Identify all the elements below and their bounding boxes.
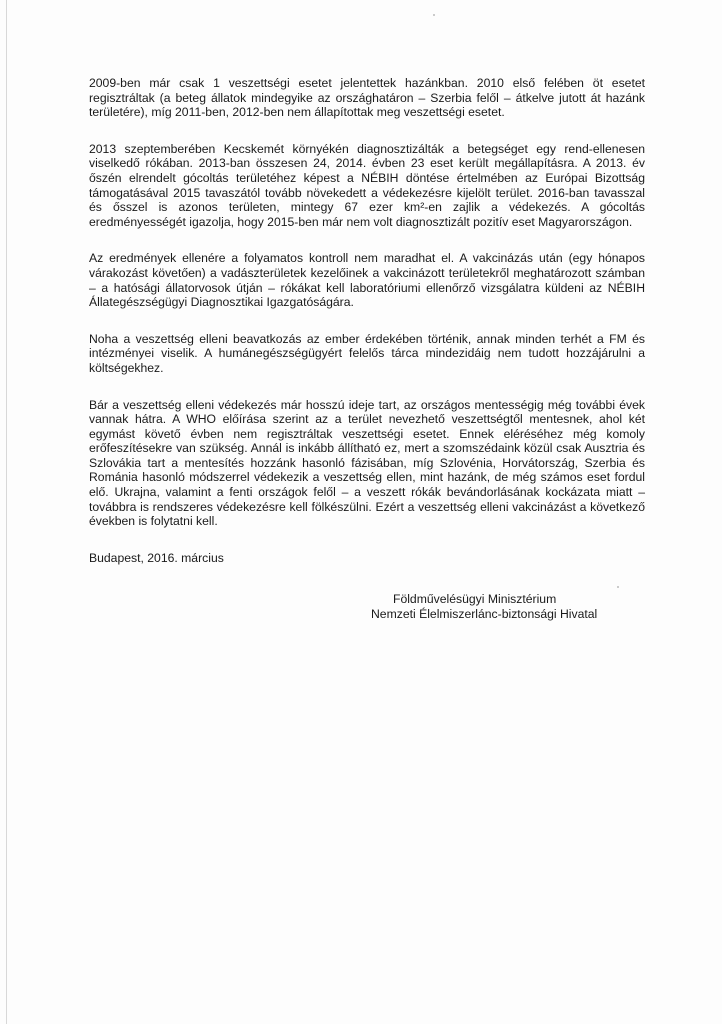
signature-ministry: Földművelésügyi Minisztérium [393,592,557,606]
scan-speck [617,586,619,588]
paragraph-continuous-control: Az eredmények ellenére a folyamatos kontroll nem maradhat el. A vakcinázás után (egy hónapos várakozást követően) a vadászterületek kezelőinek a vakcinázott területekről meghatározott számban – a hatósági állatorvosok útján – rókákat kell laboratóriumi ellenőrző vizsgálatra küldeni az NÉBIH Állategészségügyi Diagnosztikai Igazgatóságára. [89,251,645,310]
paragraph-rabies-history: 2009-ben már csak 1 veszettségi esetet jelentettek hazánkban. 2010 első felében öt esetet regisztráltak (a beteg állatok mindegyike az országhatáron – Szerbia felől – átkelve jutott át hazánk területére), míg 2011-ben, 2012-ben nem állapítottak meg veszettségi esetet. [89,76,645,120]
scan-speck [433,14,435,16]
signature-block [371,592,631,622]
paragraph-who-requirements: Bár a veszettség elleni védekezés már hosszú ideje tart, az országos mentességig még további évek vannak hátra. A WHO előírása szerint az a terület nevezhető veszettségtől mentesnek, ahol két egymást követő évben nem regisztráltak veszettségi esetet. Ennek eléréséhez még komoly erőfeszítésekre van szükség. Annál is inkább állítható ez, mert a szomszédaink közül csak Ausztria és Szlovákia tart a mentesítés hozzánk hasonló fázisában, míg Szlovénia, Horvátország, Szerbia és Románia hasonló módszerrel védekezik a veszettség ellen, mint hazánk, de még számos eset fordul elő. Ukrajna, valamint a fenti országok felől – a veszett rókák bevándorlásának kockázata miatt – továbbra is rendszeres védekezésre kell fölkészülni. Ezért a veszettség elleni vakcinázást a következő években is folytatni kell. [89,397,645,529]
place-and-date: Budapest, 2016. március [89,550,224,565]
paragraph-kecskemet-outbreak: 2013 szeptemberében Kecskemét környékén diagnosztizálták a betegséget egy rend-ellenesen viselkedő rókában. 2013-ban összesen 24, 2014. évben 23 eset került megállapításra. A 2013. év őszén elrendelt gócoltás területéhez képest a NÉBIH döntése értelmében az Európai Bizottság támogatásával 2015 tavaszától tovább növekedett a védekezésre kijelölt terület. 2016-ban tavasszal és ősszel is azonos területen, mintegy 67 ezer km²-en zajlik a védekezés. A gócoltás eredményességét igazolja, hogy 2015-ben már nem volt diagnosztizált pozitív eset Magyarországon. [89,141,645,229]
scan-edge [6,0,7,1024]
paragraph-costs: Noha a veszettség elleni beavatkozás az ember érdekében történik, annak minden terhét a FM és intézményei viselik. A humánegészségügyért felelős tárca mindezidáig nem tudott hozzájárulni a költségekhez. [89,331,645,375]
document-body [89,76,645,565]
signature-authority: Nemzeti Élelmiszerlánc-biztonsági Hivatal [371,607,598,621]
